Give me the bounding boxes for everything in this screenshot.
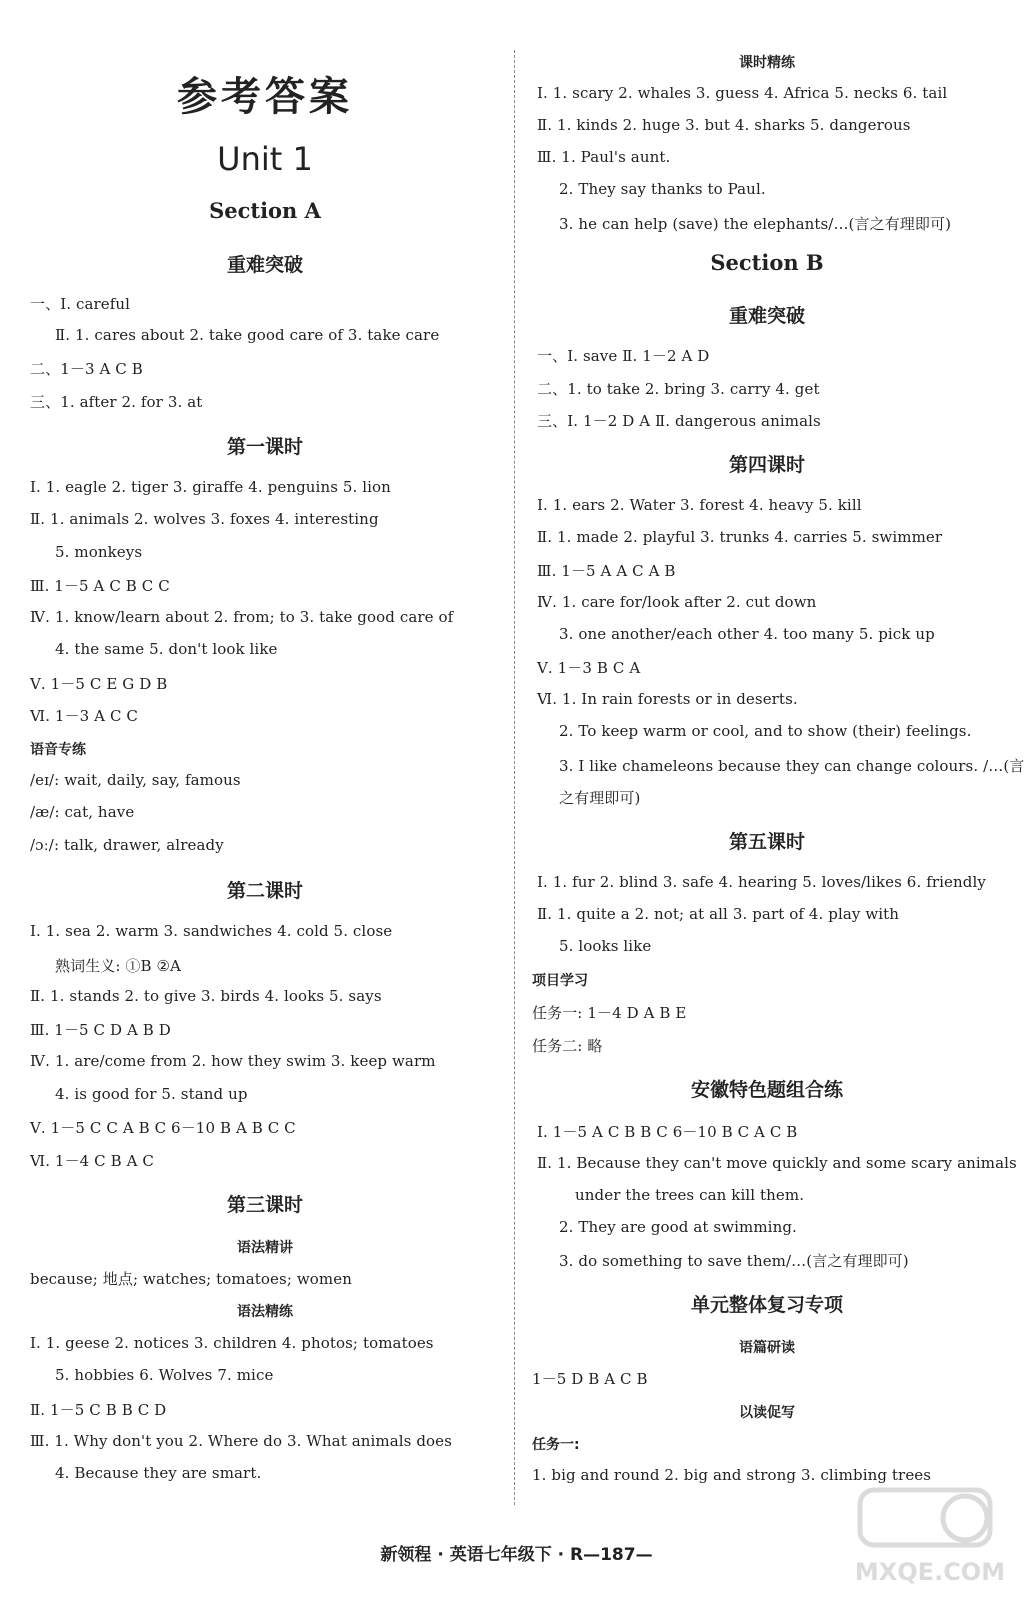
answer-line: 1－5 D B A C B (532, 1370, 648, 1388)
answer-line: 1. big and round 2. big and strong 3. climbing trees (532, 1466, 932, 1484)
lesson-5-heading: 第五课时 (728, 831, 805, 853)
lesson-2-heading: 第二课时 (226, 880, 303, 902)
anhui-practice-heading: 安徽特色题组合练 (690, 1079, 843, 1101)
answer-line: /eɪ/: wait, daily, say, famous (30, 771, 241, 789)
answer-line: Ⅵ. 1. In rain forests or in deserts. (537, 690, 798, 708)
answer-line: Ⅱ. 1. made 2. playful 3. trunks 4. carries 5. swimmer (537, 528, 943, 546)
answer-line: Ⅰ. 1. sea 2. warm 3. sandwiches 4. cold 5. close (30, 922, 393, 940)
answer-line: 3. I like chameleons because they can change colours. /…(言 (559, 757, 1025, 775)
answer-line: Ⅱ. 1－5 C B B C D (30, 1401, 167, 1419)
watermark-text: MXQE.COM (854, 1558, 1006, 1586)
zhongnan-heading: 重难突破 (226, 254, 303, 276)
grammar-lecture-heading: 语法精讲 (237, 1240, 293, 1256)
answer-line: 3. he can help (save) the elephants/…(言之有理即可) (559, 215, 952, 233)
answer-line: 二、1－3 A C B (30, 360, 143, 378)
answer-line: Ⅱ. 1. cares about 2. take good care of 3. take care (55, 326, 440, 344)
answer-line: 一、Ⅰ. save Ⅱ. 1－2 A D (537, 347, 710, 365)
read-to-write-heading: 以读促写 (739, 1405, 795, 1421)
answer-line: 任务一: 1－4 D A B E (532, 1004, 687, 1022)
answer-line: Ⅰ. 1－5 A C B B C 6－10 B C A C B (537, 1123, 798, 1141)
lesson-4-heading: 第四课时 (728, 454, 805, 476)
answer-line: Ⅲ. 1－5 C D A B D (30, 1021, 171, 1039)
answer-line: 3. do something to save them/…(言之有理即可) (559, 1252, 909, 1270)
answer-line: Ⅳ. 1. know/learn about 2. from; to 3. take good care of (30, 608, 454, 626)
lesson-practice-heading: 课时精练 (739, 55, 795, 71)
text-study-heading: 语篇研读 (739, 1340, 795, 1356)
grammar-practice-heading: 语法精练 (237, 1304, 293, 1320)
section-b-heading: Section B (710, 250, 824, 275)
answer-line: Ⅲ. 1－5 A C B C C (30, 577, 170, 595)
answer-line: 4. is good for 5. stand up (55, 1085, 248, 1103)
task-one-heading: 任务一: (532, 1437, 580, 1453)
answer-line: 2. They say thanks to Paul. (559, 180, 766, 198)
answer-line: 三、1. after 2. for 3. at (30, 393, 203, 411)
answer-line: 三、Ⅰ. 1－2 D A Ⅱ. dangerous animals (537, 412, 821, 430)
answer-line: 2. They are good at swimming. (559, 1218, 797, 1236)
page-footer: 新领程 · 英语七年级下 · R—187— (380, 1545, 653, 1565)
answer-line: 3. one another/each other 4. too many 5. pick up (559, 625, 935, 643)
answer-line: Ⅰ. 1. geese 2. notices 3. children 4. photos; tomatoes (30, 1334, 434, 1352)
answer-line: 任务二: 略 (532, 1037, 603, 1055)
answer-line: Ⅱ. 1. kinds 2. huge 3. but 4. sharks 5. dangerous (537, 116, 911, 134)
answer-line: Ⅴ. 1－5 C E G D B (30, 675, 168, 693)
answer-line: Ⅰ. 1. fur 2. blind 3. safe 4. hearing 5. loves/likes 6. friendly (537, 873, 986, 891)
answer-line: 4. Because they are smart. (55, 1464, 262, 1482)
answer-line: Ⅰ. 1. scary 2. whales 3. guess 4. Africa 5. necks 6. tail (537, 84, 948, 102)
lesson-3-heading: 第三课时 (226, 1194, 303, 1216)
answer-line: Ⅴ. 1－3 B C A (537, 659, 641, 677)
answer-line: /ɔː/: talk, drawer, already (30, 836, 224, 854)
answer-line: Ⅴ. 1－5 C C A B C 6－10 B A B C C (30, 1119, 296, 1137)
zhongnan-heading-b: 重难突破 (728, 305, 805, 327)
answer-line: because; 地点; watches; tomatoes; women (30, 1270, 352, 1288)
answer-line: Ⅲ. 1－5 A A C A B (537, 562, 676, 580)
section-a-heading: Section A (209, 198, 321, 223)
answer-line: Ⅳ. 1. care for/look after 2. cut down (537, 593, 817, 611)
answer-line: Ⅰ. 1. eagle 2. tiger 3. giraffe 4. penguins 5. lion (30, 478, 391, 496)
lesson-1-heading: 第一课时 (226, 436, 303, 458)
answer-line: under the trees can kill them. (575, 1186, 805, 1204)
answer-line: Ⅱ. 1. Because they can't move quickly and some scary animals (537, 1154, 1017, 1172)
answer-line: 一、Ⅰ. careful (30, 295, 131, 313)
answer-line: Ⅲ. 1. Why don't you 2. Where do 3. What animals does (30, 1432, 452, 1450)
watermark-logo (840, 1480, 1020, 1590)
answer-line: /æ/: cat, have (30, 803, 135, 821)
answer-line: 5. hobbies 6. Wolves 7. mice (55, 1366, 274, 1384)
answer-line: Ⅰ. 1. ears 2. Water 3. forest 4. heavy 5. kill (537, 496, 862, 514)
answer-line: Ⅱ. 1. quite a 2. not; at all 3. part of 4. play with (537, 905, 900, 923)
answer-line: 5. monkeys (55, 543, 143, 561)
answer-line: Ⅱ. 1. stands 2. to give 3. birds 4. looks 5. says (30, 987, 382, 1005)
answer-line: 熟词生义: ①B ②A (55, 957, 181, 975)
answer-line: Ⅳ. 1. are/come from 2. how they swim 3. keep warm (30, 1052, 436, 1070)
answer-line: 二、1. to take 2. bring 3. carry 4. get (537, 380, 820, 398)
answer-line: Ⅲ. 1. Paul's aunt. (537, 148, 671, 166)
answer-line: Ⅱ. 1. animals 2. wolves 3. foxes 4. interesting (30, 510, 379, 528)
answer-line: 4. the same 5. don't look like (55, 640, 278, 658)
answer-line: Ⅵ. 1－4 C B A C (30, 1152, 154, 1170)
phonics-heading: 语音专练 (30, 742, 86, 758)
unit-heading: Unit 1 (217, 140, 313, 178)
page-title: 参考答案 (177, 74, 353, 120)
unit-review-heading: 单元整体复习专项 (690, 1294, 843, 1316)
answer-line: 5. looks like (559, 937, 652, 955)
answer-line: 2. To keep warm or cool, and to show (their) feelings. (559, 722, 972, 740)
project-learning-heading: 项目学习 (532, 973, 588, 989)
answer-line: 之有理即可) (559, 789, 641, 807)
answer-line: Ⅵ. 1－3 A C C (30, 707, 139, 725)
